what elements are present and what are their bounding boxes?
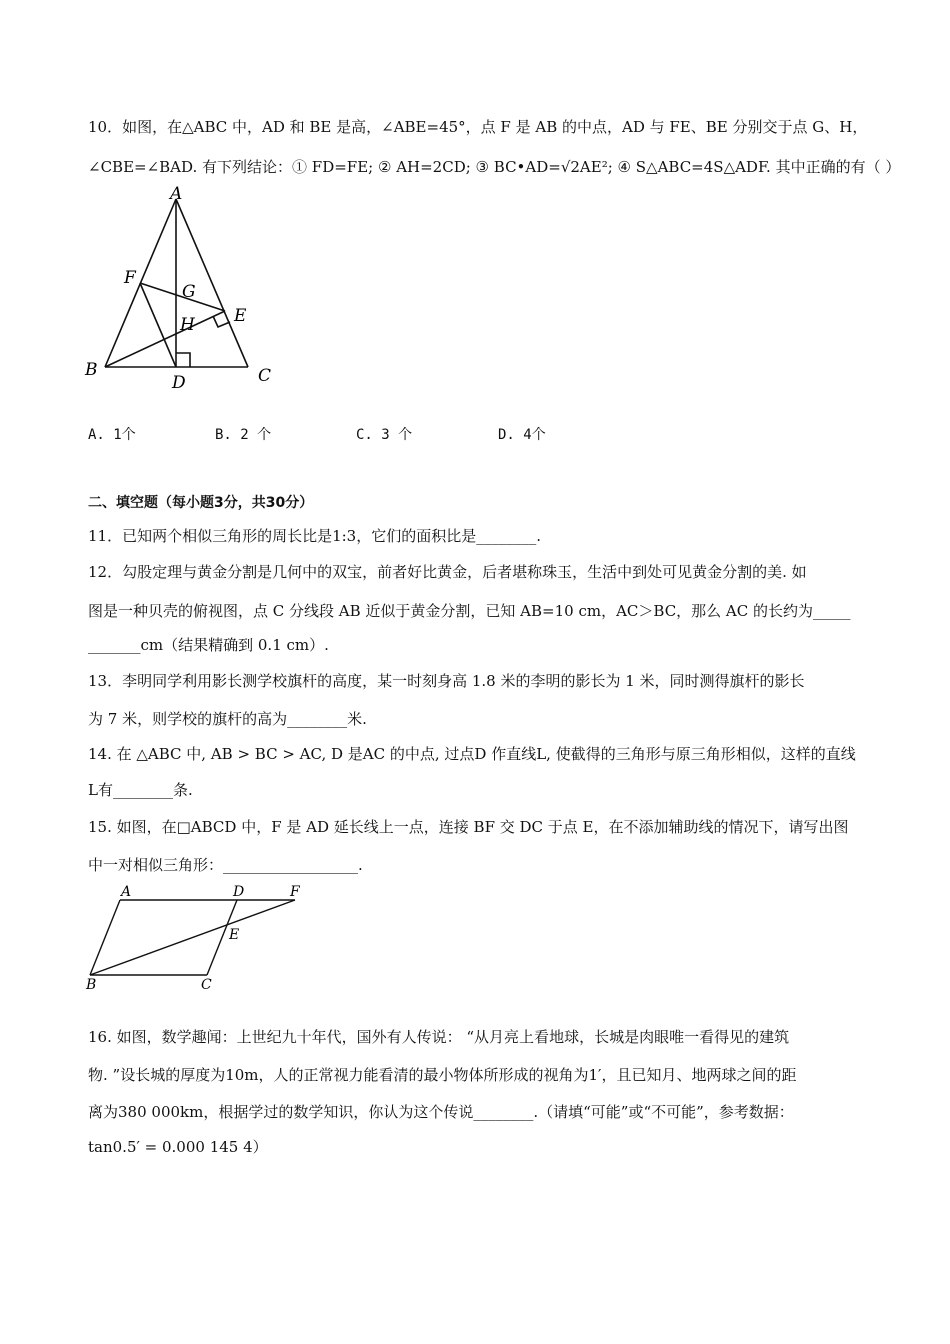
label-F: F bbox=[290, 884, 300, 900]
q16-text-line4: tan0.5′ = 0.000 145 4） bbox=[88, 1138, 268, 1156]
q12-text-line2: 图是一种贝壳的俯视图，点 C 分线段 AB 近似于黄金分割，已知 AB=10 cm，AC＞BC，那么 AC 的长约为_____ bbox=[88, 602, 851, 620]
q10-option-d[interactable]: D. 4个 bbox=[498, 427, 546, 443]
label-B: B bbox=[86, 977, 97, 992]
q13-text-line2: 为 7 米，则学校的旗杆的高为________米. bbox=[88, 710, 367, 728]
q15-text-line2: 中一对相似三角形：__________________. bbox=[88, 856, 363, 874]
label-H: H bbox=[180, 315, 195, 335]
label-A: A bbox=[121, 884, 132, 900]
q13-text-line1: 13．李明同学利用影长测学校旗杆的高度，某一时刻身高 1.8 米的李明的影长为 1 米，同时测得旗杆的影长 bbox=[88, 672, 805, 690]
q14-text-line1: 14. 在 △ABC 中, AB > BC > AC, D 是AC 的中点, 过点D 作直线L, 使截得的三角形与原三角形相似，这样的直线 bbox=[88, 745, 856, 763]
label-D: D bbox=[233, 884, 245, 900]
q15-parallelogram-figure bbox=[80, 882, 320, 992]
q10-option-b[interactable]: B. 2 个 bbox=[215, 427, 272, 443]
q16-text-line3: 离为380 000km，根据学过的数学知识，你认为这个传说________.（请填“可能”或“不可能”，参考数据： bbox=[88, 1103, 794, 1121]
q10-triangle-figure bbox=[80, 185, 280, 395]
label-C: C bbox=[201, 977, 212, 992]
q11-text: 11．已知两个相似三角形的周长比是1:3，它们的面积比是________. bbox=[88, 527, 541, 545]
q16-text-line2: 物. ”设长城的厚度为10m，人的正常视力能看清的最小物体所形成的视角为1′，且已知月、地两球之间的距 bbox=[88, 1066, 797, 1084]
q10-option-a[interactable]: A. 1个 bbox=[88, 427, 136, 443]
q10-text-line2: ∠CBE=∠BAD. 有下列结论：① FD=FE; ② AH=2CD; ③ BC•AD=√2AE²; ④ S△ABC=4S△ADF. 其中正确的有（ ） bbox=[88, 158, 901, 176]
section2-title: 二、填空题（每小题3分，共30分） bbox=[88, 495, 314, 511]
q12-text-line3: _______cm（结果精确到 0.1 cm）. bbox=[88, 636, 329, 654]
label-C: C bbox=[258, 366, 272, 386]
label-A: A bbox=[170, 185, 183, 204]
q16-text-line1: 16. 如图，数学趣闻：上世纪九十年代，国外有人传说： “从月亮上看地球，长城是肉眼唯一看得见的建筑 bbox=[88, 1028, 790, 1046]
label-E: E bbox=[229, 927, 240, 943]
q14-text-line2: L有________条. bbox=[88, 781, 193, 799]
label-E: E bbox=[234, 306, 247, 326]
q10-text-line1: 10．如图，在△ABC 中，AD 和 BE 是高，∠ABE=45°，点 F 是 AB 的中点，AD 与 FE、BE 分别交于点 G、H， bbox=[88, 118, 868, 136]
q12-text-line1: 12．勾股定理与黄金分割是几何中的双宝，前者好比黄金，后者堪称珠玉，生活中到处可见黄金分割的美. 如 bbox=[88, 563, 807, 581]
label-B: B bbox=[85, 360, 98, 380]
q15-text-line1: 15. 如图，在□ABCD 中，F 是 AD 延长线上一点，连接 BF 交 DC 于点 E，在不添加辅助线的情况下，请写出图 bbox=[88, 818, 849, 836]
label-G: G bbox=[182, 282, 196, 302]
label-D: D bbox=[172, 373, 186, 393]
label-F: F bbox=[124, 268, 136, 288]
q10-option-c[interactable]: C. 3 个 bbox=[356, 427, 413, 443]
